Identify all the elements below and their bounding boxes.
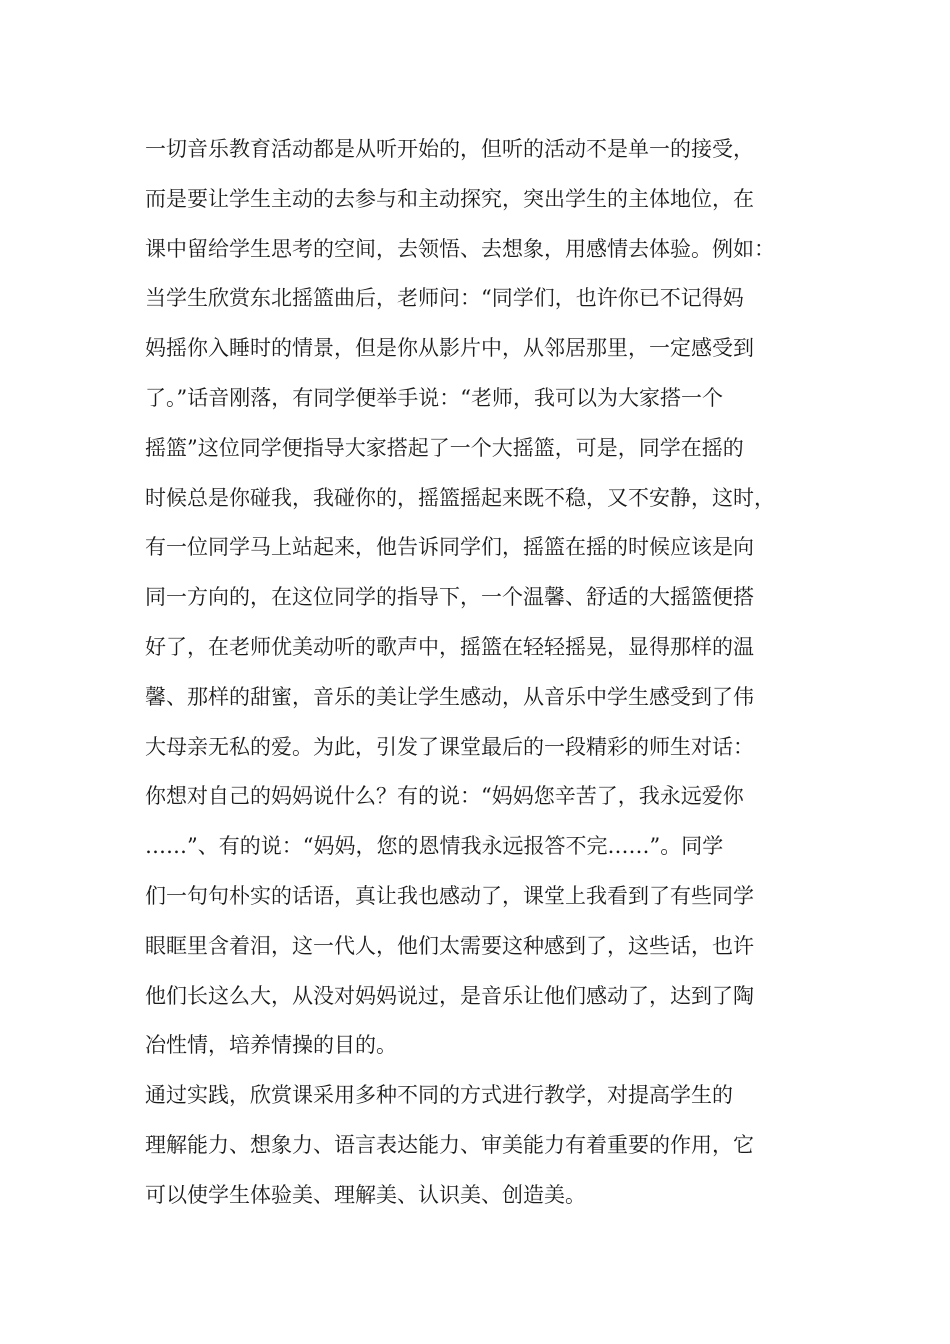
text-line: 同一方向的，在这位同学的指导下，一个温馨、舒适的大摇篮便搭 — [145, 585, 754, 610]
text-line: 时候总是你碰我，我碰你的，摇篮摇起来既不稳，又不安静，这时， — [145, 485, 775, 510]
text-line: 大母亲无私的爱。为此，引发了课堂最后的一段精彩的师生对话： — [145, 734, 754, 759]
text-line: 当学生欣赏东北摇篮曲后，老师问：“同学们，也许你已不记得妈 — [145, 286, 744, 311]
paragraph-2 — [145, 1071, 805, 1220]
text-line: 馨、那样的甜蜜，音乐的美让学生感动，从音乐中学生感受到了伟 — [145, 684, 754, 709]
text-line: 他们长这么大，从没对妈妈说过，是音乐让他们感动了，达到了陶 — [145, 983, 754, 1008]
text-line: 们一句句朴实的话语，真让我也感动了，课堂上我看到了有些同学 — [145, 883, 754, 908]
text-line: 你想对自己的妈妈说什么？有的说：“妈妈您辛苦了，我永远爱你 — [145, 784, 744, 809]
text-line: 妈摇你入睡时的情景，但是你从影片中，从邻居那里，一定感受到 — [145, 336, 754, 361]
text-line: ……”、有的说：“妈妈，您的恩情我永远报答不完……”。同学 — [145, 834, 724, 859]
text-line: 摇篮”这位同学便指导大家搭起了一个大摇篮，可是，同学在摇的 — [145, 435, 744, 460]
text-line: 有一位同学马上站起来，他告诉同学们，摇篮在摇的时候应该是向 — [145, 535, 754, 560]
text-line: 好了，在老师优美动听的歌声中，摇篮在轻轻摇晃，显得那样的温 — [145, 634, 754, 659]
paragraph-1 — [145, 125, 805, 1071]
text-line: 课中留给学生思考的空间，去领悟、去想象，用感情去体验。例如： — [145, 236, 775, 261]
text-line: 理解能力、想象力、语言表达能力、审美能力有着重要的作用，它 — [145, 1132, 754, 1157]
text-line: 了。”话音刚落，有同学便举手说：“老师，我可以为大家搭一个 — [145, 385, 723, 410]
text-line: 而是要让学生主动的去参与和主动探究，突出学生的主体地位，在 — [145, 186, 754, 211]
text-line: 冶性情，培养情操的目的。 — [145, 1033, 397, 1058]
text-line: 一切音乐教育活动都是从听开始的，但听的活动不是单一的接受， — [145, 137, 754, 161]
document-body — [145, 125, 805, 1221]
text-line: 眼眶里含着泪，这一代人，他们太需要这种感到了，这些话，也许 — [145, 933, 754, 958]
text-line: 通过实践，欣赏课采用多种不同的方式进行教学，对提高学生的 — [145, 1083, 733, 1108]
text-line: 可以使学生体验美、理解美、认识美、创造美。 — [145, 1182, 586, 1207]
